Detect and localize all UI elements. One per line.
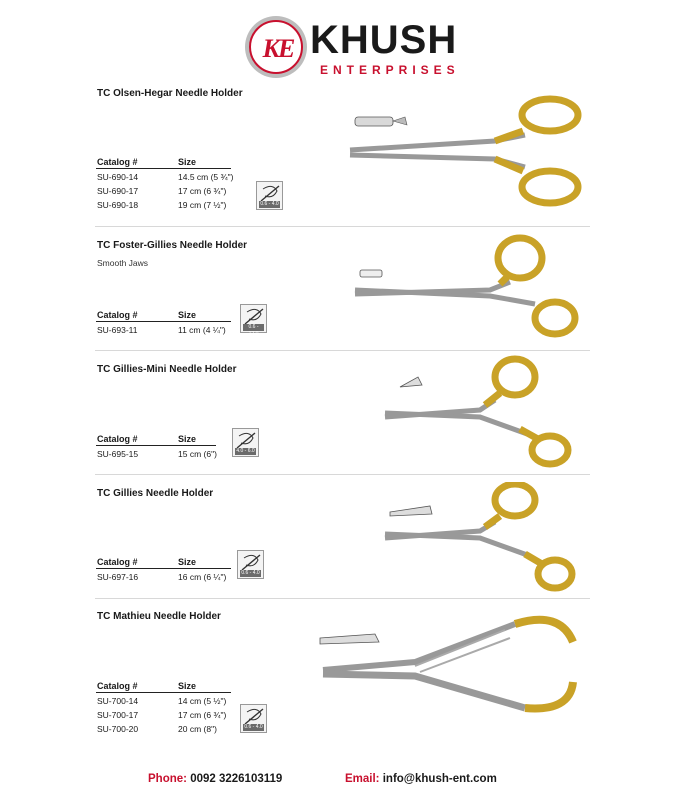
phone-label: Phone: <box>148 773 187 785</box>
email-address[interactable]: info@khush-ent.com <box>382 773 497 785</box>
needle-suture-icon <box>243 706 265 726</box>
needle-suture-icon <box>259 183 281 203</box>
suture-range: 0.6 - 4.0 <box>260 201 279 207</box>
catalog-number: SU-690-18 <box>97 200 139 210</box>
size-value: 14 cm (5 ½") <box>178 696 227 706</box>
logo-mark: KE <box>262 34 294 63</box>
mathieu-needle-holder-image <box>315 612 585 727</box>
suture-range: 4.0 - 6.0 <box>236 448 255 454</box>
product-title: TC Gillies-Mini Needle Holder <box>97 364 237 375</box>
catalog-number: SU-697-16 <box>97 572 139 582</box>
section-divider <box>95 598 590 599</box>
needle-suture-icon <box>240 552 262 572</box>
olsen-hegar-needle-holder-image <box>345 95 585 210</box>
size-value: 14.5 cm (5 ¾") <box>178 172 234 182</box>
logo-emblem <box>245 16 307 78</box>
catalog-number: SU-695-15 <box>97 449 139 459</box>
product-subtitle: Smooth Jaws <box>97 258 149 268</box>
gillies-mini-needle-holder-image <box>380 355 580 470</box>
size-header: Size <box>178 557 197 567</box>
brand-subtitle: ENTERPRISES <box>320 63 460 77</box>
catalog-number: SU-700-17 <box>97 710 139 720</box>
section-divider <box>95 474 590 475</box>
suture-range-badge <box>240 704 267 733</box>
size-value: 15 cm (6") <box>178 449 217 459</box>
catalog-number: SU-690-17 <box>97 186 139 196</box>
size-value: 17 cm (6 ¾") <box>178 710 227 720</box>
footer-email <box>345 773 497 785</box>
size-header: Size <box>178 434 197 444</box>
email-label: Email: <box>345 773 380 785</box>
header-rule <box>96 321 231 322</box>
section-divider <box>95 226 590 227</box>
size-header: Size <box>178 157 197 167</box>
header-rule <box>96 168 231 169</box>
header-rule <box>96 692 231 693</box>
suture-range: 0.6 - 4.0 <box>241 570 260 576</box>
suture-range: 0.6 - 4.0 <box>244 724 263 730</box>
suture-range: 0.6 - 12.0 <box>243 324 264 331</box>
phone-number[interactable]: 0092 3226103119 <box>190 773 283 785</box>
footer-phone <box>148 773 282 785</box>
foster-gillies-needle-holder-image <box>350 232 585 342</box>
size-value: 20 cm (8") <box>178 724 217 734</box>
product-title: TC Olsen-Hegar Needle Holder <box>97 88 243 99</box>
catalog-header: Catalog # <box>97 434 138 444</box>
catalog-header: Catalog # <box>97 557 138 567</box>
catalog-header: Catalog # <box>97 310 138 320</box>
section-divider <box>95 350 590 351</box>
size-value: 16 cm (6 ¼") <box>178 572 227 582</box>
header-rule <box>96 568 231 569</box>
size-header: Size <box>178 310 197 320</box>
catalog-number: SU-700-20 <box>97 724 139 734</box>
suture-range-badge <box>237 550 264 579</box>
suture-range-badge <box>256 181 283 210</box>
catalog-number: SU-690-14 <box>97 172 139 182</box>
size-value: 17 cm (6 ¾") <box>178 186 227 196</box>
catalog-number: SU-693-11 <box>97 325 138 335</box>
needle-suture-icon <box>243 306 265 326</box>
catalog-number: SU-700-14 <box>97 696 139 706</box>
product-title: TC Gillies Needle Holder <box>97 488 214 499</box>
brand-name: KHUSH <box>310 18 458 62</box>
size-value: 11 cm (4 ¼") <box>178 325 226 335</box>
catalog-header: Catalog # <box>97 681 138 691</box>
product-title: TC Foster-Gillies Needle Holder <box>97 240 248 251</box>
size-value: 19 cm (7 ½") <box>178 200 227 210</box>
brand-logo <box>240 10 460 82</box>
suture-range-badge <box>240 304 267 337</box>
catalog-header: Catalog # <box>97 157 138 167</box>
gillies-needle-holder-image <box>380 482 580 597</box>
needle-suture-icon <box>235 430 257 450</box>
suture-range-badge <box>232 428 259 457</box>
product-title: TC Mathieu Needle Holder <box>97 611 221 622</box>
header-rule <box>96 445 216 446</box>
size-header: Size <box>178 681 197 691</box>
